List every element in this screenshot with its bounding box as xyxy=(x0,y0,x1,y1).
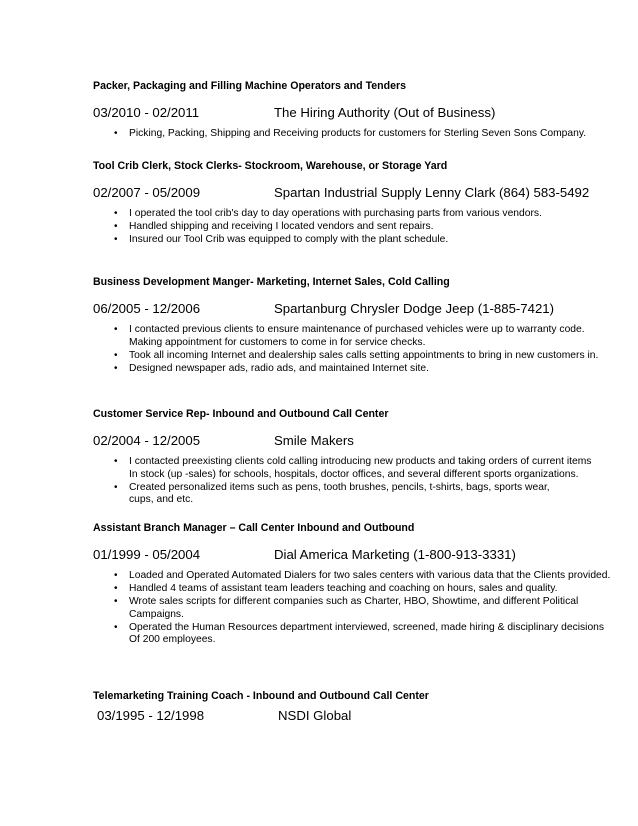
job-duty xyxy=(93,234,623,247)
job-title: Assistant Branch Manager – Call Center Inbound and Outbound xyxy=(93,522,415,534)
bullet-icon: • xyxy=(114,208,118,219)
job-company: NSDI Global xyxy=(278,708,352,723)
job-duty-text: Operated the Human Resources department interviewed, screened, made hiring & disciplinary decisions Of 200 employees. xyxy=(129,621,605,646)
job-duty-text: Picking, Packing, Shipping and Receiving products for customers for Sterling Seven Sons Company. xyxy=(129,128,587,139)
job-date-range: 01/1999 - 05/2004 xyxy=(93,547,201,562)
bullet-icon: • xyxy=(114,234,118,246)
job-entry-3 xyxy=(93,276,623,376)
job-duty-text: Created personalized items such as pens, tooth brushes, pencils, t-shirts, bags, sports wear, cups, and etc. xyxy=(129,481,550,506)
job-duty xyxy=(93,128,623,141)
job-duties xyxy=(93,128,623,141)
job-duty-text: Insured our Tool Crib was equipped to comply with the plant schedule. xyxy=(129,234,449,246)
bullet-icon: • xyxy=(114,362,118,374)
bullet-icon: • xyxy=(114,621,118,633)
job-duty xyxy=(93,596,623,621)
job-duty xyxy=(93,221,623,234)
job-duty-text: Loaded and Operated Automated Dialers for two sales centers with various data that the Clients provided. xyxy=(129,570,611,581)
bullet-icon: • xyxy=(114,570,118,581)
job-duty xyxy=(93,363,623,376)
job-duty xyxy=(93,583,623,596)
job-duty xyxy=(93,482,623,507)
job-dates-row xyxy=(93,300,623,318)
job-company: Spartanburg Chrysler Dodge Jeep (1-885-7421) xyxy=(274,301,555,316)
job-dates-row xyxy=(93,546,623,564)
job-company: The Hiring Authority (Out of Business) xyxy=(274,105,496,120)
job-duty-text: I contacted previous clients to ensure maintenance of purchased vehicles were up to warranty code. Making appointment for customers to come in for service checks. xyxy=(129,324,585,348)
job-date-range: 02/2007 - 05/2009 xyxy=(93,185,201,200)
job-duty xyxy=(93,622,623,647)
job-duty-text: Designed newspaper ads, radio ads, and maintained Internet site. xyxy=(129,362,429,374)
job-duty-text: Handled shipping and receiving I located vendors and sent repairs. xyxy=(129,221,434,233)
job-title: Business Development Manger- Marketing, Internet Sales, Cold Calling xyxy=(93,276,450,288)
job-duties xyxy=(93,570,623,647)
job-duty-text: Took all incoming Internet and dealership sales calls setting appointments to bring in new customers in. xyxy=(129,349,599,361)
bullet-icon: • xyxy=(114,481,118,493)
job-entry-5 xyxy=(93,522,623,647)
job-duties xyxy=(93,456,623,507)
job-dates-row xyxy=(93,432,623,450)
job-company: Dial America Marketing (1-800-913-3331) xyxy=(274,547,516,562)
job-duty xyxy=(93,208,623,221)
bullet-icon: • xyxy=(114,128,118,139)
job-duty xyxy=(93,350,623,363)
bullet-icon: • xyxy=(114,221,118,233)
job-duty-text: I operated the tool crib's day to day operations with purchasing parts from various vendors. xyxy=(129,208,542,219)
job-date-range: 03/1995 - 12/1998 xyxy=(97,708,205,723)
job-dates-row xyxy=(93,184,623,202)
job-date-range: 02/2004 - 12/2005 xyxy=(93,433,201,448)
bullet-icon: • xyxy=(114,596,118,608)
job-title: Tool Crib Clerk, Stock Clerks- Stockroom, Warehouse, or Storage Yard xyxy=(93,160,448,172)
job-title: Packer, Packaging and Filling Machine Operators and Tenders xyxy=(93,80,407,92)
job-entry-6 xyxy=(93,690,623,725)
job-duty-text: I contacted preexisting clients cold calling introducing new products and taking orders of current items In stock (up -sales) for schools, hospitals, doctor offices, and several different sports organizations. xyxy=(129,456,592,480)
job-entry-2 xyxy=(93,160,623,247)
job-company: Smile Makers xyxy=(274,433,354,448)
job-date-range: 03/2010 - 02/2011 xyxy=(93,105,200,120)
bullet-icon: • xyxy=(114,456,118,467)
job-entry-4 xyxy=(93,408,623,507)
job-duty-text: Handled 4 teams of assistant team leaders teaching and coaching on hours, sales and quality. xyxy=(129,583,558,595)
bullet-icon: • xyxy=(114,324,118,335)
job-duty xyxy=(93,570,623,583)
job-duty-text: Wrote sales scripts for different companies such as Charter, HBO, Showtime, and different Political Campaigns. xyxy=(129,596,579,620)
job-duty xyxy=(93,456,623,481)
job-entry-1 xyxy=(93,80,623,141)
job-title: Customer Service Rep- Inbound and Outbound Call Center xyxy=(93,408,389,420)
job-duties xyxy=(93,208,623,247)
job-dates-row xyxy=(93,104,623,122)
job-company: Spartan Industrial Supply Lenny Clark (864) 583-5492 xyxy=(274,185,590,200)
job-title: Telemarketing Training Coach - Inbound and Outbound Call Center xyxy=(93,690,429,702)
job-dates-row xyxy=(97,707,627,725)
job-duties xyxy=(93,324,623,375)
job-date-range: 06/2005 - 12/2006 xyxy=(93,301,201,316)
job-duty xyxy=(93,324,623,349)
bullet-icon: • xyxy=(114,583,118,595)
bullet-icon: • xyxy=(114,349,118,361)
